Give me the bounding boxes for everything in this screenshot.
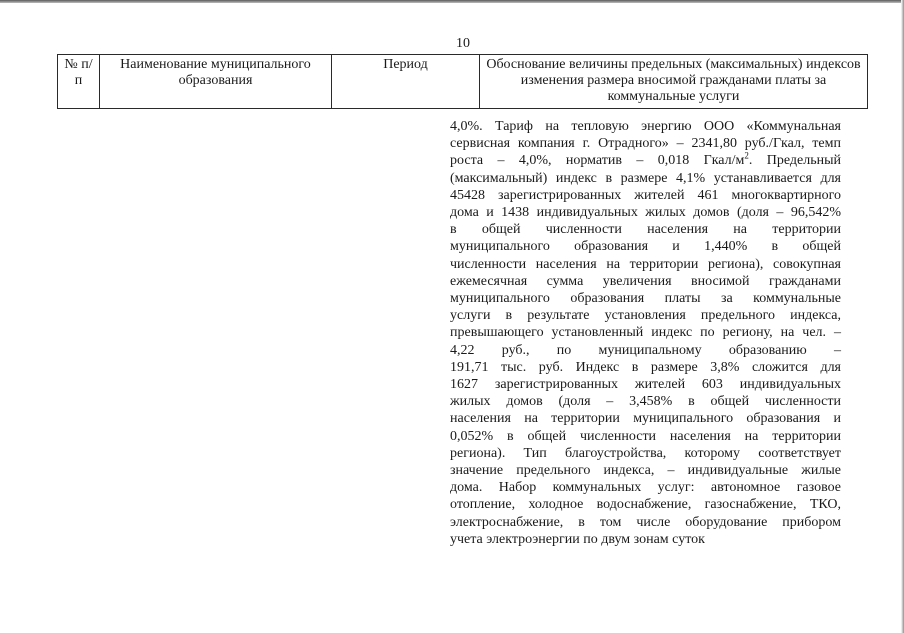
text-line: 4,22 руб., по муниципальному образованию – xyxy=(450,342,841,358)
text-line: значение предельного индекса, – индивидуальные жилые xyxy=(450,463,841,479)
text-line: превышающего установленный индекс по региону, на чел. – xyxy=(450,325,841,341)
text-line-main: роста – 4,0%, норматив – 0,018 Гкал/м xyxy=(450,153,745,169)
text-line: населения на территории муниципального образования и xyxy=(450,411,841,427)
text-line: учета электроэнергии по двум зонам суток xyxy=(450,531,705,547)
text-line: (максимальный) индекс в размере 4,1% устанавливается для xyxy=(450,170,841,186)
text-line: ежемесячная сумма увеличения вносимой гражданами xyxy=(450,273,841,289)
scan-edge-top xyxy=(0,0,904,3)
text-line: жилых домов (доля – 3,458% в общей численности xyxy=(450,394,841,410)
header-justification: Обоснование величины предельных (максимальных) индексов изменения размера вносимой гражданами платы за коммунальные услуги xyxy=(480,55,868,109)
text-line: отопление, холодное водоснабжение, газоснабжение, ТКО, xyxy=(450,497,841,513)
header-number: № п/п xyxy=(58,55,100,109)
text-line: численности населения на территории региона), совокупная xyxy=(450,256,841,272)
text-line-suffix: . Предельный xyxy=(748,153,841,169)
table-header-row xyxy=(58,55,868,109)
page-number: 10 xyxy=(456,36,470,51)
text-line: 191,71 тыс. руб. Индекс в размере 3,8% сложится для xyxy=(450,359,841,375)
text-line: электроснабжение, в том числе оборудование прибором xyxy=(450,514,841,530)
header-table xyxy=(57,54,868,109)
text-line: муниципального образования и 1,440% в общей xyxy=(450,239,841,255)
text-line: 45428 зарегистрированных жителей 461 многоквартирного xyxy=(450,187,841,203)
superscript-2: 2 xyxy=(744,150,749,161)
text-line xyxy=(450,152,841,169)
text-line: муниципального образования платы за коммунальные xyxy=(450,291,841,307)
text-line: 0,052% в общей численности населения на территории xyxy=(450,428,841,444)
justification-continuation xyxy=(450,118,841,548)
text-line: 4,0%. Тариф на тепловую энергию ООО «Коммунальная xyxy=(450,119,841,134)
header-municipality: Наименование муниципального образования xyxy=(100,55,332,109)
text-line: дома. Набор коммунальных услуг: автономное газовое xyxy=(450,480,841,496)
text-line: региона). Тип благоустройства, которому соответствует xyxy=(450,445,841,461)
header-period: Период xyxy=(332,55,480,109)
text-line: услуги в результате установления предельного индекса, xyxy=(450,308,841,324)
text-line: дома и 1438 индивидуальных жилых домов (доля – 96,542% xyxy=(450,205,841,221)
text-line: в общей численности населения на территории xyxy=(450,222,841,238)
text-line: сервисная компания г. Отрадного» – 2341,80 руб./Гкал, темп xyxy=(450,136,841,152)
text-line: 1627 зарегистрированных жителей 603 индивидуальных xyxy=(450,377,841,393)
